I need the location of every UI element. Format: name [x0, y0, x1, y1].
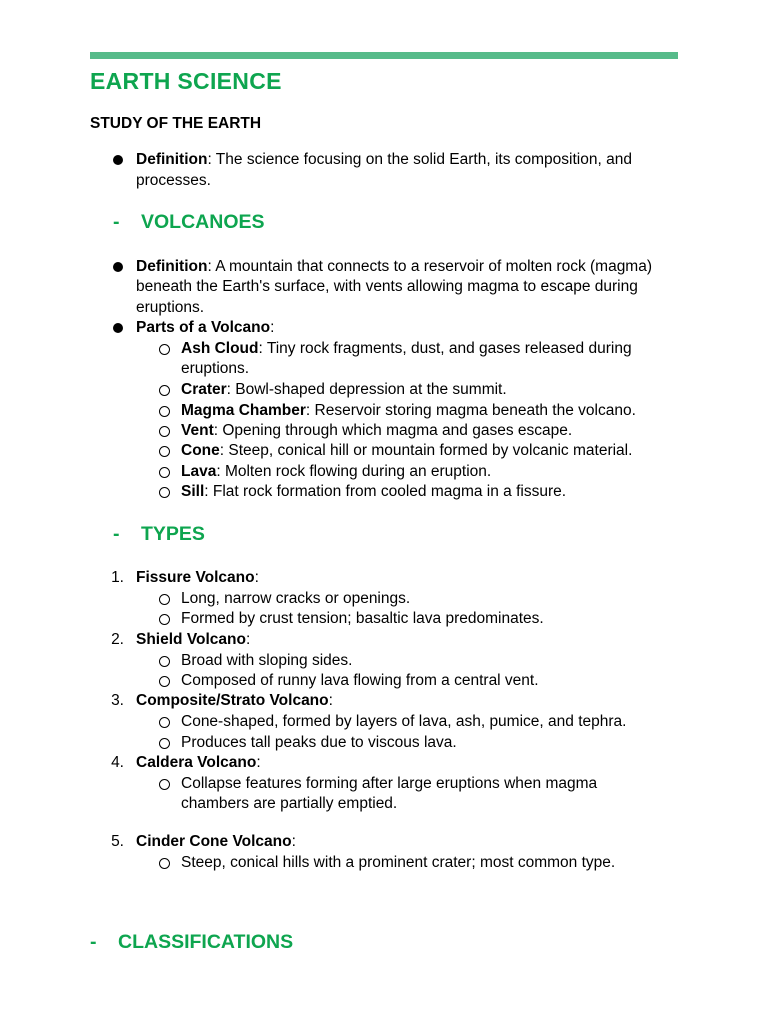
bullet: [113, 262, 123, 272]
list-number: 5.: [111, 833, 124, 850]
page-subtitle: STUDY OF THE EARTH: [90, 115, 262, 132]
sub-bullet: [159, 344, 170, 355]
list-number: 1.: [111, 569, 124, 586]
part-item: Crater: Bowl-shaped depression at the summit.: [181, 381, 507, 398]
type-detail-cont: chambers are partially emptied.: [181, 795, 398, 812]
part-item: Cone: Steep, conical hill or mountain formed by volcanic material.: [181, 442, 633, 459]
bullet: [113, 323, 123, 333]
volcano-definition-cont: eruptions.: [136, 299, 205, 316]
sub-bullet: [159, 487, 170, 498]
sub-bullet: [159, 738, 170, 749]
section-heading-types: - TYPES: [113, 523, 205, 545]
type-detail: Produces tall peaks due to viscous lava.: [181, 734, 457, 751]
bullet: [113, 155, 123, 165]
section-heading-classifications: - CLASSIFICATIONS: [90, 931, 294, 953]
part-item: Sill: Flat rock formation from cooled magma in a fissure.: [181, 483, 567, 500]
list-number: 4.: [111, 754, 124, 771]
sub-bullet: [159, 446, 170, 457]
sub-bullet: [159, 614, 170, 625]
part-item: Vent: Opening through which magma and gases escape.: [181, 422, 573, 439]
type-item: Composite/Strato Volcano:: [136, 692, 333, 709]
type-detail: Long, narrow cracks or openings.: [181, 590, 411, 607]
sub-bullet: [159, 676, 170, 687]
sub-bullet: [159, 594, 170, 605]
type-detail: Steep, conical hills with a prominent crater; most common type.: [181, 854, 616, 871]
type-detail: Broad with sloping sides.: [181, 652, 353, 669]
intro-definition: Definition: The science focusing on the solid Earth, its composition, and: [136, 151, 632, 168]
type-item: Cinder Cone Volcano:: [136, 833, 296, 850]
volcano-definition-cont: beneath the Earth's surface, with vents allowing magma to escape during: [136, 278, 638, 295]
sub-bullet: [159, 406, 170, 417]
top-rule: [90, 52, 678, 59]
type-item: Shield Volcano:: [136, 631, 251, 648]
type-detail: Cone-shaped, formed by layers of lava, ash, pumice, and tephra.: [181, 713, 627, 730]
type-detail: Formed by crust tension; basaltic lava predominates.: [181, 610, 544, 627]
part-item: Magma Chamber: Reservoir storing magma beneath the volcano.: [181, 402, 636, 419]
type-item: Caldera Volcano:: [136, 754, 261, 771]
list-number: 3.: [111, 692, 124, 709]
type-detail: Collapse features forming after large eruptions when magma: [181, 775, 598, 792]
part-item: Ash Cloud: Tiny rock fragments, dust, and gases released during: [181, 340, 632, 357]
part-item: Lava: Molten rock flowing during an eruption.: [181, 463, 492, 480]
sub-bullet: [159, 426, 170, 437]
page-title: EARTH SCIENCE: [90, 68, 282, 94]
sub-bullet: [159, 779, 170, 790]
parts-heading: Parts of a Volcano:: [136, 319, 275, 336]
part-item-cont: eruptions.: [181, 360, 250, 377]
section-heading-volcanoes: - VOLCANOES: [113, 211, 265, 233]
sub-bullet: [159, 385, 170, 396]
type-detail: Composed of runny lava flowing from a central vent.: [181, 672, 539, 689]
list-number: 2.: [111, 631, 124, 648]
type-item: Fissure Volcano:: [136, 569, 259, 586]
sub-bullet: [159, 656, 170, 667]
sub-bullet: [159, 858, 170, 869]
volcano-definition: Definition: A mountain that connects to a reservoir of molten rock (magma): [136, 258, 653, 275]
sub-bullet: [159, 467, 170, 478]
sub-bullet: [159, 717, 170, 728]
intro-definition-cont: processes.: [136, 172, 211, 189]
